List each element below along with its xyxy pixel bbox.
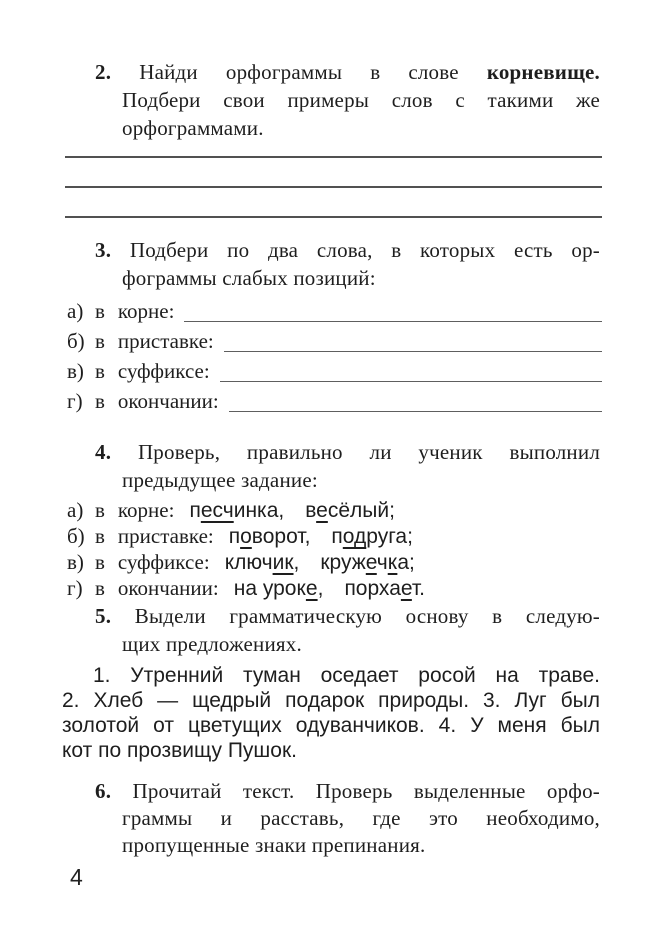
item-preposition: в xyxy=(95,299,105,323)
item-preposition: в xyxy=(95,524,105,548)
exercise-3-line-1: 3. Подбери по два слова, в которых есть ор- xyxy=(95,238,600,262)
item-preposition: в xyxy=(95,576,105,600)
exercise-5-line-1: 5. Выдели грамматическую основу в следую- xyxy=(95,604,600,628)
item-label: а) xyxy=(67,498,84,522)
word-examples: песчинка, весёлый; xyxy=(189,499,395,522)
page-number: 4 xyxy=(70,864,83,890)
item-term: окончании: xyxy=(117,389,219,413)
writing-line xyxy=(65,188,602,218)
writing-line xyxy=(65,128,602,158)
item-label: в) xyxy=(67,550,84,574)
exercise-6-line-1: 6. Прочитай текст. Проверь выделенные орфо- xyxy=(95,779,600,803)
exercise-4 xyxy=(95,438,600,494)
word-examples: ключик, кружечка; xyxy=(224,551,415,574)
item-term: корне: xyxy=(117,299,175,323)
item-term: корне: xyxy=(117,498,175,522)
item-preposition: в xyxy=(95,329,105,353)
sentence-line-2: 2. Хлеб — щедрый подарок природы. 3. Луг был xyxy=(62,689,600,712)
item-row-v xyxy=(67,356,602,386)
sentence-line-4: кот по прозвищу Пушок. xyxy=(62,739,297,762)
exercise-5 xyxy=(95,602,600,658)
word-examples: поворот, подруга; xyxy=(228,525,413,548)
item-preposition: в xyxy=(95,389,105,413)
item-preposition: в xyxy=(95,550,105,574)
exercise-4-items xyxy=(67,497,614,601)
exercise-2-line-3: орфограммами. xyxy=(122,116,264,140)
item-preposition: в xyxy=(95,359,105,383)
sentence-line-3: золотой от цветущих одуванчиков. 4. У меня был xyxy=(62,714,600,737)
exercise-3-items xyxy=(67,296,602,416)
blank-answer-line xyxy=(224,351,602,352)
answer-writing-lines xyxy=(65,128,602,218)
item-term: приставке: xyxy=(117,524,214,548)
item-row-g xyxy=(67,575,614,601)
item-row-v xyxy=(67,549,614,575)
blank-answer-line xyxy=(229,411,602,412)
exercise-2-line-1: 2. Найди орфограммы в слове корневище. xyxy=(95,60,600,84)
exercise-5-line-2: щих предложениях. xyxy=(122,632,302,656)
exercise-6-line-3: пропущенные знаки препинания. xyxy=(122,833,426,857)
item-row-b xyxy=(67,523,614,549)
word-examples: на уроке, порхает. xyxy=(233,577,425,600)
sentence-line-1: 1. Утренний туман оседает росой на траве. xyxy=(93,664,600,687)
exercise-3-line-2: фограммы слабых позиций: xyxy=(122,266,376,290)
item-term: приставке: xyxy=(117,329,214,353)
item-label: а) xyxy=(67,299,84,323)
exercise-4-line-2: предыдущее задание: xyxy=(122,468,318,492)
exercise-4-line-1: 4. Проверь, правильно ли ученик выполнил xyxy=(95,440,600,464)
item-term: суффиксе: xyxy=(117,550,210,574)
blank-answer-line xyxy=(184,321,602,322)
exercise-6-line-2: граммы и расставь, где это необходимо, xyxy=(122,806,600,830)
item-label: в) xyxy=(67,359,84,383)
exercise-2-line-2: Подбери свои примеры слов с такими же xyxy=(122,88,600,112)
blank-answer-line xyxy=(220,381,602,382)
item-term: суффиксе: xyxy=(117,359,210,383)
item-preposition: в xyxy=(95,498,105,522)
item-row-b xyxy=(67,326,602,356)
item-label: б) xyxy=(67,329,85,353)
item-label: б) xyxy=(67,524,85,548)
exercise-5-sentences xyxy=(62,663,600,763)
writing-line xyxy=(65,158,602,188)
exercise-6 xyxy=(95,778,600,859)
item-row-g xyxy=(67,386,602,416)
item-label: г) xyxy=(67,576,83,600)
item-label: г) xyxy=(67,389,83,413)
item-row-a xyxy=(67,497,614,523)
exercise-3 xyxy=(95,236,600,292)
item-row-a xyxy=(67,296,602,326)
item-term: окончании: xyxy=(117,576,219,600)
